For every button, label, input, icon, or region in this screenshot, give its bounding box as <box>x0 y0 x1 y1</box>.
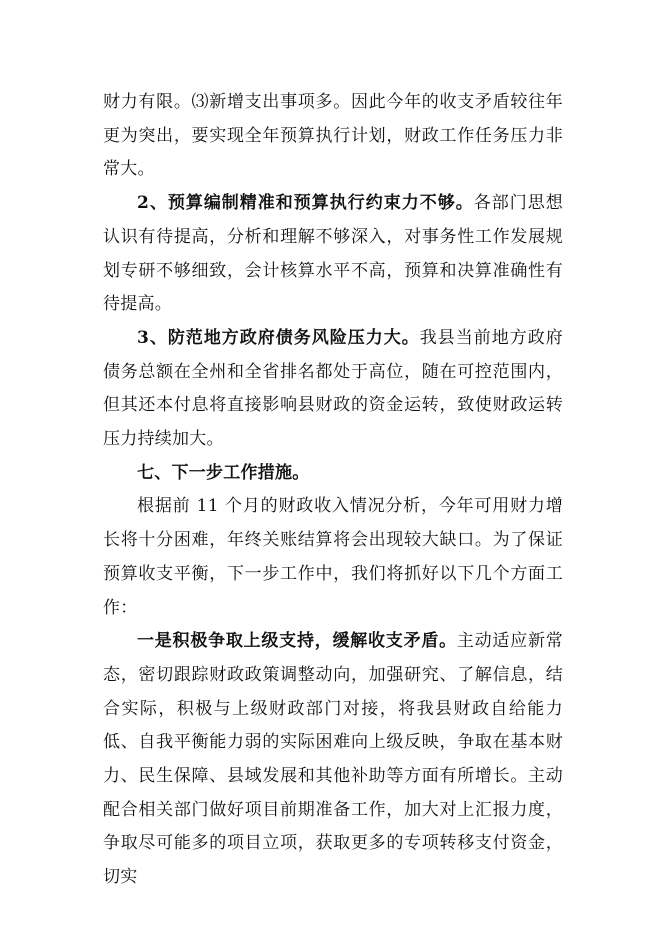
paragraph-lead: 一是积极争取上级支持，缓解收支矛盾。 <box>137 631 457 652</box>
paragraph-body: 各部门思想认识有待提高，分析和理解不够深入，对事务性工作发展规划专研不够细致，会计核算水平不高，预算和决算准确性有待提高。 <box>103 193 564 315</box>
paragraph-body: 财力有限。⑶新增支出事项多。因此今年的收支矛盾较往年更为突出，要实现全年预算执行计划，财政工作任务压力非常大。 <box>103 92 563 180</box>
paragraph-body: 我县当前地方政府债务总额在全州和全省排名都处于高位，随在可控范围内，但其还本付息将直接影响县财政的资金运转，致使财政运转压力持续加大。 <box>103 327 564 450</box>
paragraph-lead: 3、防范地方政府债务风险压力大。 <box>137 327 420 348</box>
paragraph-debt-risk <box>103 322 563 457</box>
document-body <box>103 86 563 895</box>
paragraph-measure-one <box>103 625 563 895</box>
paragraph-lead: 2、预算编制精准和预算执行约束力不够。 <box>137 193 474 214</box>
paragraph-continuation <box>103 86 563 187</box>
paragraph-body: 主动适应新常态，密切跟踪财政政策调整动向，加强研究、了解信息，结合实际，积极与上级财政部门对接，将我县财政自给能力低、自我平衡能力弱的实际困难向上级反映，争取在基本财力、民生保障、县域发展和其他补助等方面有所增长。主动配合相关部门做好项目前期准备工作，加大对上汇报力度，争取尽可能多的项目立项，获取更多的专项转移支付资金，切实 <box>103 631 563 888</box>
section-heading <box>103 457 563 491</box>
paragraph-budget-constraint <box>103 187 563 322</box>
paragraph-analysis <box>103 490 563 625</box>
paragraph-body: 根据前 11 个月的财政收入情况分析，今年可用财力增长将十分困难，年终关账结算将会出现较大缺口。为了保证预算收支平衡，下一步工作中，我们将抓好以下几个方面工作： <box>103 496 563 618</box>
section-heading-text: 七、下一步工作措施。 <box>137 462 310 483</box>
